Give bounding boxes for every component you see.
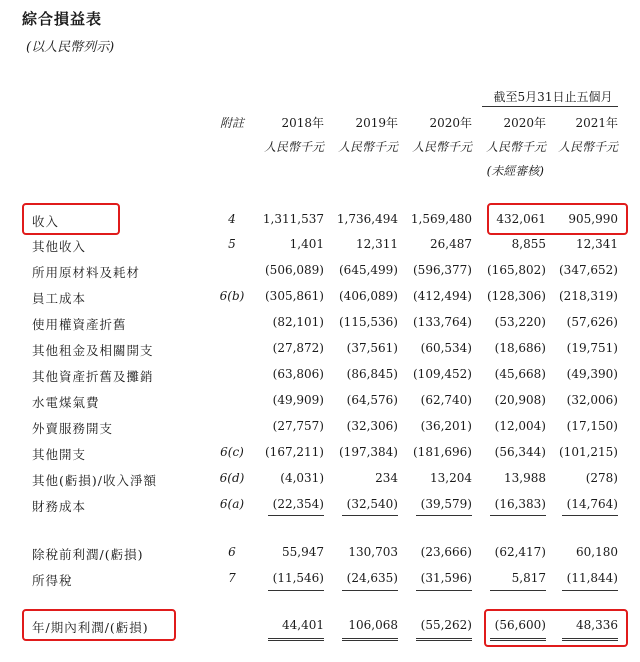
- row-note: 4: [228, 212, 236, 226]
- subtotal-underline: [416, 515, 472, 516]
- subtotal-underline: [342, 590, 398, 591]
- unaudited-label: (未經審核): [486, 164, 544, 178]
- row-label: 使用權資產折舊: [32, 317, 127, 332]
- table-row: [0, 419, 640, 437]
- row-note: 6(a): [219, 497, 245, 511]
- cell-value: (22,354): [272, 497, 324, 511]
- table-row: [0, 289, 640, 307]
- cell-value: 13,204: [430, 471, 472, 485]
- cell-value: (37,561): [346, 341, 398, 355]
- column-unit-2018: 人民幣千元: [263, 140, 324, 154]
- cell-value: 1,736,494: [336, 212, 398, 226]
- row-note: 6(d): [219, 471, 245, 485]
- row-label: 外賣服務開支: [32, 421, 114, 436]
- total-double-underline: [342, 638, 398, 641]
- statement-title: 綜合損益表: [22, 10, 103, 28]
- row-label: 其他(虧損)/收入淨額: [32, 473, 157, 488]
- column-year-2021-5m: 2021年: [575, 116, 618, 130]
- table-row: [0, 471, 640, 489]
- row-note: 5: [228, 237, 236, 251]
- cell-value: (45,668): [494, 367, 546, 381]
- cell-value: (86,845): [346, 367, 398, 381]
- cell-value: (56,600): [494, 618, 546, 632]
- cell-value: 55,947: [282, 545, 324, 559]
- cell-value: (27,872): [272, 341, 324, 355]
- row-label: 其他收入: [32, 239, 87, 254]
- cell-value: 432,061: [496, 212, 546, 226]
- row-note: 6(c): [220, 445, 244, 459]
- column-unit-2021-5m: 人民幣千元: [557, 140, 618, 154]
- cell-value: (32,540): [346, 497, 398, 511]
- cell-value: (347,652): [559, 263, 618, 277]
- cell-value: (32,006): [566, 393, 618, 407]
- cell-value: (596,377): [413, 263, 472, 277]
- table-row: [0, 445, 640, 463]
- cell-value: (27,757): [272, 419, 324, 433]
- subtotal-underline: [562, 515, 618, 516]
- cell-value: (64,576): [346, 393, 398, 407]
- note-column-header: 附註: [219, 116, 244, 130]
- column-year-2020: 2020年: [429, 116, 472, 130]
- cell-value: 12,311: [356, 237, 398, 251]
- cell-value: (36,201): [420, 419, 472, 433]
- cell-value: (57,626): [566, 315, 618, 329]
- cell-value: 5,817: [511, 571, 546, 585]
- cell-value: 48,336: [576, 618, 618, 632]
- row-label: 財務成本: [32, 499, 87, 514]
- cell-value: 8,855: [511, 237, 546, 251]
- cell-value: (62,417): [494, 545, 546, 559]
- cell-value: (412,494): [413, 289, 472, 303]
- cell-value: (12,004): [494, 419, 546, 433]
- subtotal-underline: [416, 590, 472, 591]
- cell-value: (109,452): [413, 367, 472, 381]
- cell-value: (16,383): [494, 497, 546, 511]
- cell-value: (645,499): [339, 263, 398, 277]
- total-double-underline: [268, 638, 324, 641]
- cell-value: (60,534): [420, 341, 472, 355]
- cell-value: 26,487: [430, 237, 472, 251]
- subtotal-underline: [490, 590, 546, 591]
- cell-value: (165,802): [487, 263, 546, 277]
- cell-value: 12,341: [576, 237, 618, 251]
- cell-value: (31,596): [420, 571, 472, 585]
- column-year-2019: 2019年: [355, 116, 398, 130]
- row-label: 收入: [32, 214, 60, 229]
- row-label: 水電煤氣費: [32, 395, 100, 410]
- cell-value: (39,579): [420, 497, 472, 511]
- cell-value: (218,319): [559, 289, 618, 303]
- total-double-underline: [416, 638, 472, 641]
- cell-value: 130,703: [348, 545, 398, 559]
- cell-value: (55,262): [420, 618, 472, 632]
- cell-value: (197,384): [339, 445, 398, 459]
- cell-value: 1,401: [289, 237, 324, 251]
- cell-value: (278): [585, 471, 618, 485]
- row-note: 6(b): [219, 289, 245, 303]
- row-label: 所得稅: [32, 573, 73, 588]
- table-row: [0, 237, 640, 255]
- cell-value: 905,990: [568, 212, 618, 226]
- cell-value: 1,569,480: [410, 212, 472, 226]
- cell-value: (49,390): [566, 367, 618, 381]
- cell-value: (14,764): [566, 497, 618, 511]
- cell-value: (63,806): [272, 367, 324, 381]
- cell-value: (305,861): [265, 289, 324, 303]
- cell-value: 234: [375, 471, 398, 485]
- table-row: [0, 367, 640, 385]
- subtotal-underline: [268, 590, 324, 591]
- cell-value: (17,150): [566, 419, 618, 433]
- row-label: 其他租金及相關開支: [32, 343, 154, 358]
- period-header: 截至5月31日止五個月: [493, 90, 613, 104]
- table-row-income-tax: [0, 571, 640, 589]
- row-note: 6: [228, 545, 236, 559]
- subtotal-underline: [562, 590, 618, 591]
- row-label: 其他資產折舊及攤銷: [32, 369, 154, 384]
- cell-value: (11,546): [272, 571, 324, 585]
- table-row: [0, 315, 640, 333]
- table-row: [0, 263, 640, 281]
- column-unit-2020-5m: 人民幣千元: [485, 140, 546, 154]
- cell-value: 60,180: [576, 545, 618, 559]
- table-row: [0, 393, 640, 411]
- cell-value: (24,635): [346, 571, 398, 585]
- row-label: 年/期內利潤/(虧損): [32, 620, 149, 635]
- cell-value: (32,306): [346, 419, 398, 433]
- statement-subtitle: (以人民幣列示): [26, 40, 115, 55]
- cell-value: 1,311,537: [262, 212, 324, 226]
- table-row-profit-before-tax: [0, 545, 640, 563]
- cell-value: (11,844): [566, 571, 618, 585]
- row-label: 所用原材料及耗材: [32, 265, 141, 280]
- subtotal-underline: [342, 515, 398, 516]
- cell-value: (101,215): [559, 445, 618, 459]
- subtotal-underline: [268, 515, 324, 516]
- cell-value: (128,306): [487, 289, 546, 303]
- column-unit-2020: 人民幣千元: [411, 140, 472, 154]
- row-note: 7: [228, 571, 236, 585]
- cell-value: (19,751): [566, 341, 618, 355]
- cell-value: (20,908): [494, 393, 546, 407]
- table-row: [0, 497, 640, 515]
- cell-value: (181,696): [413, 445, 472, 459]
- cell-value: (53,220): [494, 315, 546, 329]
- cell-value: (506,089): [265, 263, 324, 277]
- cell-value: 44,401: [282, 618, 324, 632]
- row-label: 除稅前利潤/(虧損): [32, 547, 144, 562]
- highlight-box-profit-values: [484, 609, 628, 647]
- highlight-box-revenue-label: [22, 203, 120, 235]
- column-year-2020-5m: 2020年: [503, 116, 546, 130]
- cell-value: (4,031): [280, 471, 324, 485]
- cell-value: 106,068: [348, 618, 398, 632]
- cell-value: 13,988: [504, 471, 546, 485]
- cell-value: (115,536): [339, 315, 398, 329]
- highlight-box-profit-label: [22, 609, 176, 641]
- cell-value: (133,764): [413, 315, 472, 329]
- cell-value: (18,686): [494, 341, 546, 355]
- subtotal-underline: [490, 515, 546, 516]
- row-label: 其他開支: [32, 447, 87, 462]
- period-header-underline: [482, 106, 618, 107]
- row-label: 員工成本: [32, 291, 87, 306]
- table-row: [0, 341, 640, 359]
- cell-value: (49,909): [272, 393, 324, 407]
- cell-value: (62,740): [420, 393, 472, 407]
- column-year-2018: 2018年: [281, 116, 324, 130]
- highlight-box-revenue-values: [487, 203, 628, 235]
- cell-value: (406,089): [339, 289, 398, 303]
- cell-value: (82,101): [272, 315, 324, 329]
- cell-value: (23,666): [420, 545, 472, 559]
- column-unit-2019: 人民幣千元: [337, 140, 398, 154]
- cell-value: (56,344): [494, 445, 546, 459]
- cell-value: (167,211): [265, 445, 324, 459]
